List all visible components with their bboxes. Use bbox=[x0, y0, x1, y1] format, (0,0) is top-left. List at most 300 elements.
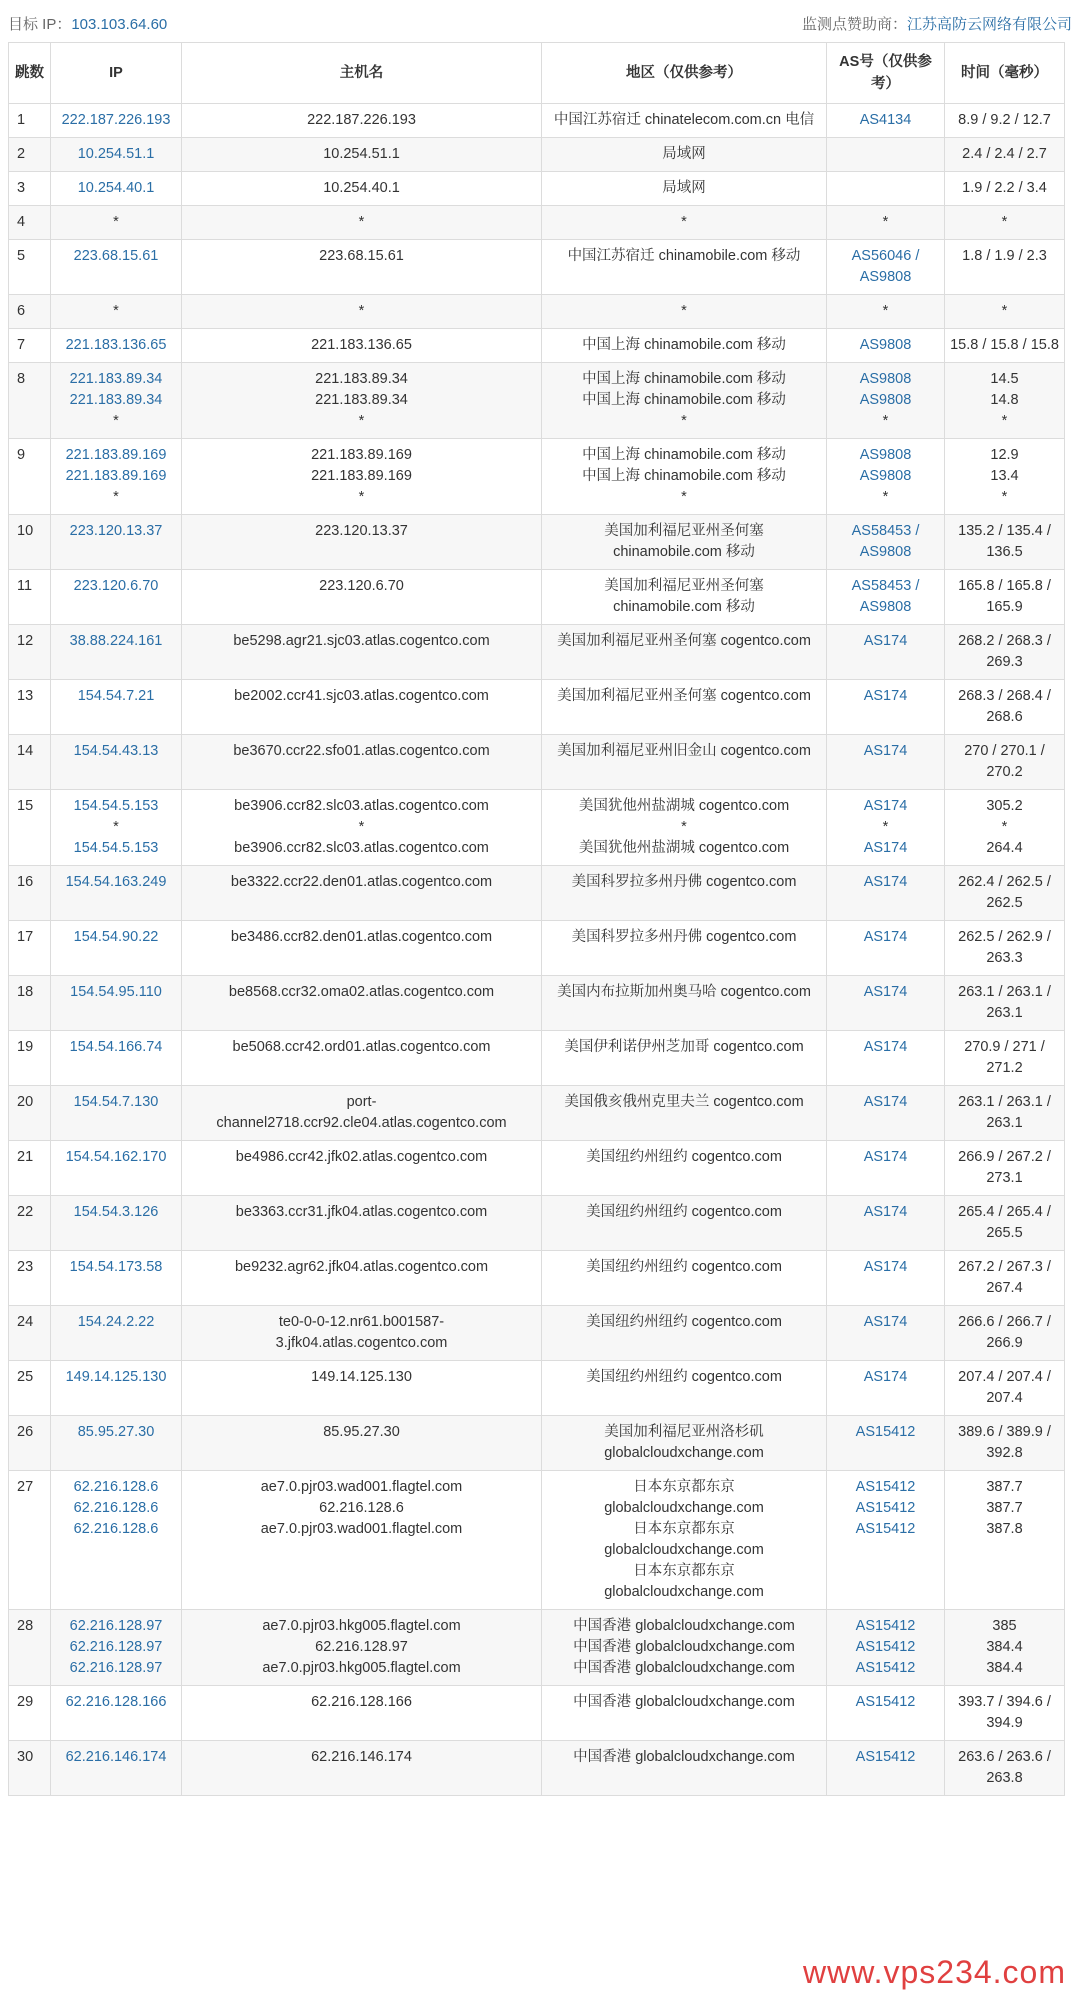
as-cell bbox=[827, 172, 945, 206]
region-text: 美国科罗拉多州丹佛 cogentco.com bbox=[571, 929, 797, 945]
hop-cell bbox=[9, 680, 51, 735]
as-cell bbox=[827, 921, 945, 976]
hop-number: 27 bbox=[17, 1479, 34, 1495]
time-text: 263.1 / 263.1 / 263.1 bbox=[958, 1094, 1051, 1131]
region-text: 中国香港 globalcloudxchange.com bbox=[573, 1618, 795, 1634]
hop-number: 2 bbox=[17, 146, 26, 162]
table-row bbox=[9, 363, 1065, 439]
time-cell bbox=[945, 1471, 1065, 1610]
time-cell bbox=[945, 790, 1065, 866]
hop-cell bbox=[9, 790, 51, 866]
sponsor-link[interactable]: 江苏高防云网络有限公司 bbox=[906, 15, 1072, 33]
as-cell bbox=[827, 1141, 945, 1196]
as-link[interactable]: AS174 bbox=[863, 1259, 908, 1275]
column-header-hostname: 主机名 bbox=[182, 43, 542, 104]
hop-cell bbox=[9, 1416, 51, 1471]
hostname-cell bbox=[182, 1361, 542, 1416]
hostname-text: 85.95.27.30 bbox=[323, 1424, 400, 1440]
ip-cell bbox=[51, 206, 182, 240]
table-row bbox=[9, 976, 1065, 1031]
hostname-cell bbox=[182, 240, 542, 295]
table-row bbox=[9, 1196, 1065, 1251]
as-link[interactable]: AS9808 bbox=[859, 269, 912, 285]
ip-link[interactable]: 62.216.128.6 bbox=[73, 1500, 159, 1516]
region-text: 美国纽约州纽约 cogentco.com bbox=[586, 1259, 782, 1275]
as-link[interactable]: AS15412 bbox=[855, 1500, 916, 1516]
region-cell bbox=[542, 295, 827, 329]
ip-link[interactable]: 62.216.146.174 bbox=[65, 1749, 167, 1765]
time-text: 1.8 / 1.9 / 2.3 bbox=[962, 248, 1047, 264]
as-link[interactable]: AS15412 bbox=[855, 1639, 916, 1655]
as-link[interactable]: AS15412 bbox=[855, 1749, 916, 1765]
as-link[interactable]: AS58453 / bbox=[851, 578, 920, 594]
region-cell bbox=[542, 206, 827, 240]
hop-cell bbox=[9, 1141, 51, 1196]
ip-cell bbox=[51, 570, 182, 625]
time-cell bbox=[945, 976, 1065, 1031]
hostname-text: 10.254.51.1 bbox=[323, 146, 400, 162]
time-text: 263.1 / 263.1 / 263.1 bbox=[958, 984, 1051, 1021]
as-link[interactable]: AS174 bbox=[863, 1094, 908, 1110]
table-row bbox=[9, 625, 1065, 680]
region-text: 中国江苏宿迁 chinamobile.com 移动 bbox=[567, 248, 801, 264]
region-text: 中国江苏宿迁 chinatelecom.com.cn 电信 bbox=[553, 112, 815, 128]
ip-link[interactable]: 85.95.27.30 bbox=[77, 1424, 155, 1440]
target-label: 目标 IP： bbox=[8, 15, 72, 33]
table-row bbox=[9, 1471, 1065, 1610]
region-cell bbox=[542, 1361, 827, 1416]
as-link[interactable]: AS174 bbox=[863, 798, 908, 814]
hop-cell bbox=[9, 570, 51, 625]
region-text: 中国上海 chinamobile.com 移动 bbox=[582, 447, 786, 463]
ip-cell bbox=[51, 295, 182, 329]
region-text: 中国上海 chinamobile.com 移动 bbox=[582, 337, 786, 353]
hostname-cell bbox=[182, 1741, 542, 1796]
time-text: 8.9 / 9.2 / 12.7 bbox=[958, 112, 1051, 128]
time-cell bbox=[945, 921, 1065, 976]
table-row bbox=[9, 329, 1065, 363]
hop-cell bbox=[9, 206, 51, 240]
region-cell bbox=[542, 680, 827, 735]
time-cell bbox=[945, 138, 1065, 172]
time-cell bbox=[945, 625, 1065, 680]
as-link[interactable]: AS174 bbox=[863, 1369, 908, 1385]
region-text: globalcloudxchange.com bbox=[604, 1500, 764, 1516]
region-text: 中国上海 chinamobile.com 移动 bbox=[582, 392, 786, 408]
table-row bbox=[9, 240, 1065, 295]
as-link[interactable]: AS174 bbox=[863, 929, 908, 945]
time-cell bbox=[945, 1086, 1065, 1141]
as-link[interactable]: AS9808 bbox=[859, 599, 912, 615]
region-text: 美国纽约州纽约 cogentco.com bbox=[586, 1149, 782, 1165]
region-text: 美国加利福尼亚州圣何塞 bbox=[604, 578, 764, 594]
time-cell bbox=[945, 735, 1065, 790]
ip-link[interactable]: 223.120.6.70 bbox=[73, 578, 159, 594]
region-text: 美国加利福尼亚州旧金山 cogentco.com bbox=[557, 743, 811, 759]
region-text: 中国香港 globalcloudxchange.com bbox=[573, 1639, 795, 1655]
ip-link[interactable]: 62.216.128.6 bbox=[73, 1479, 159, 1495]
region-text: 美国加利福尼亚州圣何塞 cogentco.com bbox=[557, 633, 811, 649]
hop-cell bbox=[9, 625, 51, 680]
as-link[interactable]: AS174 bbox=[863, 743, 908, 759]
as-link[interactable]: AS9808 bbox=[859, 447, 912, 463]
ip-link[interactable]: 154.54.163.249 bbox=[65, 874, 167, 890]
hostname-text: * bbox=[358, 819, 365, 835]
as-cell bbox=[827, 439, 945, 515]
as-link: * bbox=[882, 214, 889, 230]
as-link[interactable]: AS9808 bbox=[859, 544, 912, 560]
ip-cell bbox=[51, 1471, 182, 1610]
hostname-text: * bbox=[358, 303, 365, 319]
as-cell bbox=[827, 1686, 945, 1741]
as-link[interactable]: AS174 bbox=[863, 840, 908, 856]
region-cell bbox=[542, 1471, 827, 1610]
table-row bbox=[9, 439, 1065, 515]
ip-link[interactable]: 154.54.166.74 bbox=[69, 1039, 163, 1055]
region-text: 中国香港 globalcloudxchange.com bbox=[573, 1694, 795, 1710]
hostname-cell bbox=[182, 172, 542, 206]
ip-link: * bbox=[113, 303, 119, 319]
hostname-cell bbox=[182, 866, 542, 921]
hostname-text: be3906.ccr82.slc03.atlas.cogentco.com bbox=[234, 798, 489, 814]
time-text: * bbox=[1001, 303, 1008, 319]
hostname-cell bbox=[182, 329, 542, 363]
ip-link[interactable]: 223.68.15.61 bbox=[73, 248, 159, 264]
hostname-text: * bbox=[358, 413, 365, 429]
as-link[interactable]: AS15412 bbox=[855, 1618, 916, 1634]
region-cell bbox=[542, 1416, 827, 1471]
target-ip[interactable]: 103.103.64.60 bbox=[71, 15, 168, 33]
hop-cell bbox=[9, 1741, 51, 1796]
region-cell bbox=[542, 439, 827, 515]
as-cell bbox=[827, 570, 945, 625]
ip-cell bbox=[51, 1741, 182, 1796]
ip-link[interactable]: 221.183.136.65 bbox=[65, 337, 167, 353]
region-text: 日本东京都东京 bbox=[633, 1563, 735, 1579]
as-cell bbox=[827, 1416, 945, 1471]
region-cell bbox=[542, 570, 827, 625]
as-cell bbox=[827, 295, 945, 329]
ip-link[interactable]: 154.54.5.153 bbox=[73, 798, 159, 814]
time-text: 263.6 / 263.6 / 263.8 bbox=[958, 1749, 1051, 1786]
ip-link[interactable]: 223.120.13.37 bbox=[69, 523, 163, 539]
hostname-cell bbox=[182, 790, 542, 866]
hostname-text: be5298.agr21.sjc03.atlas.cogentco.com bbox=[233, 633, 490, 649]
traceroute-table bbox=[8, 42, 1065, 1796]
hostname-text: * bbox=[358, 214, 365, 230]
watermark: www.vps234.com bbox=[803, 1954, 1066, 1990]
hop-number: 22 bbox=[17, 1204, 34, 1220]
region-text: * bbox=[681, 303, 687, 319]
hostname-text: ae7.0.pjr03.hkg005.flagtel.com bbox=[262, 1660, 461, 1676]
region-cell bbox=[542, 363, 827, 439]
region-text: 中国上海 chinamobile.com 移动 bbox=[582, 371, 786, 387]
hop-number: 1 bbox=[17, 112, 26, 128]
region-cell bbox=[542, 735, 827, 790]
ip-link[interactable]: 154.54.162.170 bbox=[65, 1149, 167, 1165]
hop-cell bbox=[9, 329, 51, 363]
hop-number: 18 bbox=[17, 984, 34, 1000]
hostname-cell bbox=[182, 625, 542, 680]
as-link[interactable]: AS174 bbox=[863, 688, 908, 704]
time-cell bbox=[945, 439, 1065, 515]
ip-link[interactable]: 149.14.125.130 bbox=[65, 1369, 167, 1385]
ip-link[interactable]: 10.254.40.1 bbox=[77, 180, 155, 196]
hostname-text: ae7.0.pjr03.hkg005.flagtel.com bbox=[262, 1618, 461, 1634]
ip-link[interactable]: 221.183.89.34 bbox=[69, 371, 163, 387]
region-text: 美国纽约州纽约 cogentco.com bbox=[586, 1369, 782, 1385]
hostname-text: * bbox=[358, 489, 365, 505]
hop-number: 10 bbox=[17, 523, 34, 539]
region-cell bbox=[542, 921, 827, 976]
region-text: globalcloudxchange.com bbox=[604, 1584, 764, 1600]
hop-number: 24 bbox=[17, 1314, 34, 1330]
ip-link[interactable]: 62.216.128.97 bbox=[69, 1660, 163, 1676]
hop-number: 15 bbox=[17, 798, 34, 814]
time-cell bbox=[945, 1416, 1065, 1471]
ip-link: * bbox=[113, 413, 119, 429]
ip-link[interactable]: 62.216.128.6 bbox=[73, 1521, 159, 1537]
time-text: 135.2 / 135.4 / 136.5 bbox=[958, 523, 1051, 560]
hostname-text: ae7.0.pjr03.wad001.flagtel.com bbox=[260, 1521, 463, 1537]
hop-number: 6 bbox=[17, 303, 26, 319]
as-link[interactable]: AS9808 bbox=[859, 371, 912, 387]
as-link: * bbox=[882, 819, 889, 835]
region-cell bbox=[542, 1686, 827, 1741]
region-cell bbox=[542, 104, 827, 138]
hop-cell bbox=[9, 515, 51, 570]
ip-link[interactable]: 62.216.128.97 bbox=[69, 1618, 163, 1634]
time-text: 12.9 13.4 * bbox=[990, 447, 1019, 505]
ip-link[interactable]: 154.54.90.22 bbox=[73, 929, 159, 945]
time-text: 2.4 / 2.4 / 2.7 bbox=[962, 146, 1047, 162]
ip-link[interactable]: 38.88.224.161 bbox=[69, 633, 163, 649]
ip-cell bbox=[51, 1686, 182, 1741]
hostname-cell bbox=[182, 1251, 542, 1306]
time-text: 387.7 387.7 387.8 bbox=[986, 1479, 1023, 1537]
as-link[interactable]: AS56046 / bbox=[851, 248, 920, 264]
ip-link[interactable]: 154.54.173.58 bbox=[69, 1259, 163, 1275]
hostname-cell bbox=[182, 976, 542, 1031]
time-cell bbox=[945, 1686, 1065, 1741]
column-header-hop: 跳数 bbox=[9, 43, 51, 104]
hop-cell bbox=[9, 1686, 51, 1741]
hostname-text: 62.216.128.97 bbox=[315, 1639, 408, 1655]
hostname-cell bbox=[182, 1141, 542, 1196]
hop-number: 19 bbox=[17, 1039, 34, 1055]
region-cell bbox=[542, 515, 827, 570]
region-cell bbox=[542, 1251, 827, 1306]
ip-link[interactable]: 221.183.89.34 bbox=[69, 392, 163, 408]
ip-cell bbox=[51, 625, 182, 680]
ip-link[interactable]: 62.216.128.97 bbox=[69, 1639, 163, 1655]
as-cell bbox=[827, 1031, 945, 1086]
time-text: 389.6 / 389.9 / 392.8 bbox=[958, 1424, 1051, 1461]
hostname-cell bbox=[182, 363, 542, 439]
as-link[interactable]: AS174 bbox=[863, 1039, 908, 1055]
ip-link[interactable]: 154.54.7.21 bbox=[77, 688, 155, 704]
table-row bbox=[9, 1251, 1065, 1306]
region-text: 局域网 bbox=[662, 146, 706, 162]
ip-link[interactable]: 10.254.51.1 bbox=[77, 146, 155, 162]
time-text: 265.4 / 265.4 / 265.5 bbox=[958, 1204, 1051, 1241]
ip-link[interactable]: 221.183.89.169 bbox=[65, 468, 167, 484]
time-cell bbox=[945, 295, 1065, 329]
time-cell bbox=[945, 680, 1065, 735]
hop-number: 13 bbox=[17, 688, 34, 704]
time-cell bbox=[945, 240, 1065, 295]
as-cell bbox=[827, 363, 945, 439]
region-cell bbox=[542, 1086, 827, 1141]
region-cell bbox=[542, 1610, 827, 1686]
hostname-cell bbox=[182, 1416, 542, 1471]
hostname-text: 221.183.136.65 bbox=[311, 337, 412, 353]
hop-cell bbox=[9, 295, 51, 329]
ip-link[interactable]: 154.54.95.110 bbox=[70, 984, 162, 1000]
as-link[interactable]: AS15412 bbox=[855, 1479, 916, 1495]
ip-link[interactable]: 154.54.43.13 bbox=[73, 743, 159, 759]
as-link[interactable]: AS174 bbox=[863, 874, 908, 890]
time-text: 393.7 / 394.6 / 394.9 bbox=[958, 1694, 1051, 1731]
as-link[interactable]: AS15412 bbox=[855, 1660, 916, 1676]
hop-number: 29 bbox=[17, 1694, 34, 1710]
ip-link[interactable]: 62.216.128.166 bbox=[65, 1694, 167, 1710]
hop-cell bbox=[9, 363, 51, 439]
time-cell bbox=[945, 1031, 1065, 1086]
table-row bbox=[9, 1416, 1065, 1471]
hop-cell bbox=[9, 1471, 51, 1610]
hop-number: 4 bbox=[17, 214, 26, 230]
as-link[interactable]: AS174 bbox=[863, 1149, 908, 1165]
hostname-text: 149.14.125.130 bbox=[311, 1369, 412, 1385]
hop-cell bbox=[9, 1361, 51, 1416]
table-row bbox=[9, 570, 1065, 625]
as-link[interactable]: AS174 bbox=[863, 633, 908, 649]
region-text: 中国香港 globalcloudxchange.com bbox=[573, 1749, 795, 1765]
region-text: 局域网 bbox=[662, 180, 706, 196]
ip-link[interactable]: 154.24.2.22 bbox=[77, 1314, 155, 1330]
as-link[interactable]: AS174 bbox=[863, 1314, 908, 1330]
hostname-text: 62.216.146.174 bbox=[311, 1749, 412, 1765]
region-text: 美国伊利诺伊州芝加哥 cogentco.com bbox=[564, 1039, 804, 1055]
ip-cell bbox=[51, 1251, 182, 1306]
ip-cell bbox=[51, 1031, 182, 1086]
as-link[interactable]: AS174 bbox=[863, 984, 908, 1000]
ip-cell bbox=[51, 1416, 182, 1471]
region-cell bbox=[542, 138, 827, 172]
time-text: * bbox=[1001, 214, 1008, 230]
hostname-text: 221.183.89.169 bbox=[311, 468, 412, 484]
hop-number: 17 bbox=[17, 929, 34, 945]
ip-cell bbox=[51, 735, 182, 790]
time-cell bbox=[945, 1610, 1065, 1686]
hostname-cell bbox=[182, 1031, 542, 1086]
region-text: 美国纽约州纽约 cogentco.com bbox=[586, 1314, 782, 1330]
ip-cell bbox=[51, 439, 182, 515]
hostname-cell bbox=[182, 1471, 542, 1610]
hostname-text: ae7.0.pjr03.wad001.flagtel.com bbox=[260, 1479, 463, 1495]
hostname-text: be4986.ccr42.jfk02.atlas.cogentco.com bbox=[235, 1149, 488, 1165]
table-header-row bbox=[9, 43, 1065, 104]
table-row bbox=[9, 1686, 1065, 1741]
hostname-text: 222.187.226.193 bbox=[307, 112, 416, 128]
as-cell bbox=[827, 1361, 945, 1416]
ip-link[interactable]: 222.187.226.193 bbox=[61, 112, 171, 128]
target-info bbox=[8, 13, 167, 34]
hostname-text: 10.254.40.1 bbox=[323, 180, 400, 196]
region-text: 中国上海 chinamobile.com 移动 bbox=[582, 468, 786, 484]
as-cell bbox=[827, 1086, 945, 1141]
as-link: * bbox=[882, 303, 889, 319]
as-cell bbox=[827, 1306, 945, 1361]
sponsor-label: 监测点赞助商： bbox=[801, 15, 907, 33]
hop-number: 25 bbox=[17, 1369, 34, 1385]
as-cell bbox=[827, 138, 945, 172]
hop-number: 23 bbox=[17, 1259, 34, 1275]
ip-link[interactable]: 154.54.3.126 bbox=[73, 1204, 159, 1220]
time-cell bbox=[945, 1741, 1065, 1796]
hop-number: 20 bbox=[17, 1094, 34, 1110]
as-link[interactable]: AS15412 bbox=[855, 1424, 916, 1440]
ip-link[interactable]: 154.54.7.130 bbox=[73, 1094, 159, 1110]
region-text: * bbox=[681, 214, 687, 230]
ip-cell bbox=[51, 976, 182, 1031]
hop-cell bbox=[9, 976, 51, 1031]
as-link[interactable]: AS58453 / bbox=[851, 523, 920, 539]
ip-cell bbox=[51, 866, 182, 921]
region-cell bbox=[542, 1031, 827, 1086]
as-link[interactable]: AS9808 bbox=[859, 392, 912, 408]
hop-number: 11 bbox=[17, 578, 33, 594]
region-text: 中国香港 globalcloudxchange.com bbox=[573, 1660, 795, 1676]
ip-link: * bbox=[113, 214, 119, 230]
time-cell bbox=[945, 329, 1065, 363]
as-link[interactable]: AS174 bbox=[863, 1204, 908, 1220]
as-link[interactable]: AS15412 bbox=[855, 1521, 916, 1537]
hostname-text: 62.216.128.6 bbox=[319, 1500, 404, 1516]
as-cell bbox=[827, 866, 945, 921]
as-cell bbox=[827, 1741, 945, 1796]
region-text: 美国犹他州盐湖城 cogentco.com bbox=[578, 798, 790, 814]
region-text: 美国加利福尼亚州圣何塞 bbox=[604, 523, 764, 539]
as-link[interactable]: AS15412 bbox=[855, 1694, 916, 1710]
hop-cell bbox=[9, 1196, 51, 1251]
time-text: 165.8 / 165.8 / 165.9 bbox=[958, 578, 1051, 615]
ip-link[interactable]: 154.54.5.153 bbox=[73, 840, 159, 856]
time-text: 14.5 14.8 * bbox=[990, 371, 1019, 429]
hop-number: 30 bbox=[17, 1749, 34, 1765]
as-cell bbox=[827, 680, 945, 735]
hop-number: 16 bbox=[17, 874, 34, 890]
region-cell bbox=[542, 172, 827, 206]
table-row bbox=[9, 921, 1065, 976]
as-link[interactable]: AS9808 bbox=[859, 468, 912, 484]
ip-cell bbox=[51, 138, 182, 172]
time-cell bbox=[945, 1306, 1065, 1361]
hostname-cell bbox=[182, 570, 542, 625]
time-cell bbox=[945, 1196, 1065, 1251]
as-link[interactable]: AS9808 bbox=[859, 337, 912, 353]
ip-link[interactable]: 221.183.89.169 bbox=[65, 447, 167, 463]
hostname-cell bbox=[182, 1686, 542, 1741]
as-link[interactable]: AS4134 bbox=[859, 112, 912, 128]
hop-cell bbox=[9, 866, 51, 921]
as-cell bbox=[827, 104, 945, 138]
ip-cell bbox=[51, 1361, 182, 1416]
ip-cell bbox=[51, 1610, 182, 1686]
hostname-cell bbox=[182, 735, 542, 790]
hostname-text: 221.183.89.169 bbox=[311, 447, 412, 463]
